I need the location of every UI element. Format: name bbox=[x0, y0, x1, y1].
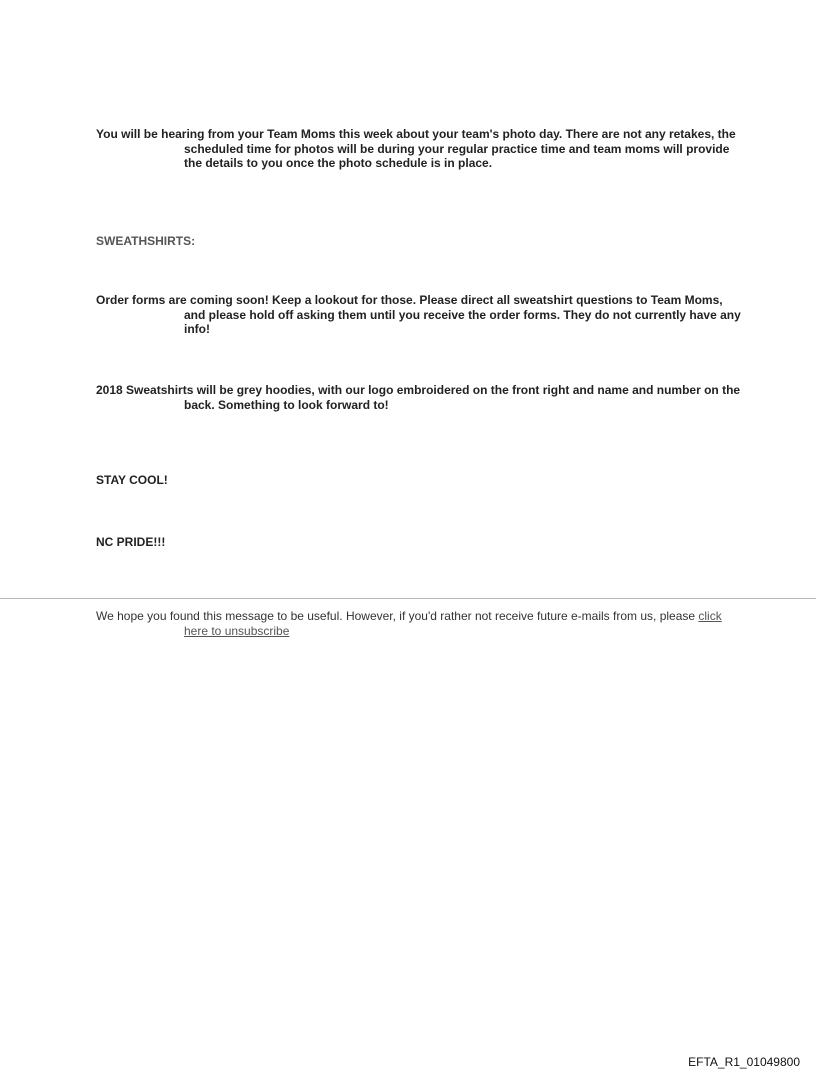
footer-divider bbox=[0, 598, 816, 599]
document-id: EFTA_R1_01049800 bbox=[688, 1055, 800, 1069]
photo-day-paragraph: You will be hearing from your Team Moms this week about your team's photo day. There are not any retakes, the scheduled time for photos will be during your regular practice time and team moms will provide the details to you once the photo schedule is in place. bbox=[96, 127, 736, 170]
footer-message: We hope you found this message to be useful. However, if you'd rather not receive future e-mails from us, please bbox=[96, 609, 699, 623]
stay-cool-text: STAY COOL! bbox=[96, 473, 168, 487]
unsubscribe-footer bbox=[96, 609, 744, 638]
sweatshirts-heading: SWEATHSHIRTS: bbox=[96, 234, 196, 248]
unsubscribe-link[interactable]: click here to unsubscribe bbox=[184, 609, 722, 638]
order-forms-paragraph: Order forms are coming soon! Keep a lookout for those. Please direct all sweatshirt questions to Team Moms, and please hold off asking them until you receive the order forms. They do not currently have any info! bbox=[96, 293, 741, 336]
nc-pride-text: NC PRIDE!!! bbox=[96, 535, 166, 549]
hoodies-paragraph: 2018 Sweatshirts will be grey hoodies, with our logo embroidered on the front right and name and number on the back. Something to look forward to! bbox=[96, 383, 741, 412]
